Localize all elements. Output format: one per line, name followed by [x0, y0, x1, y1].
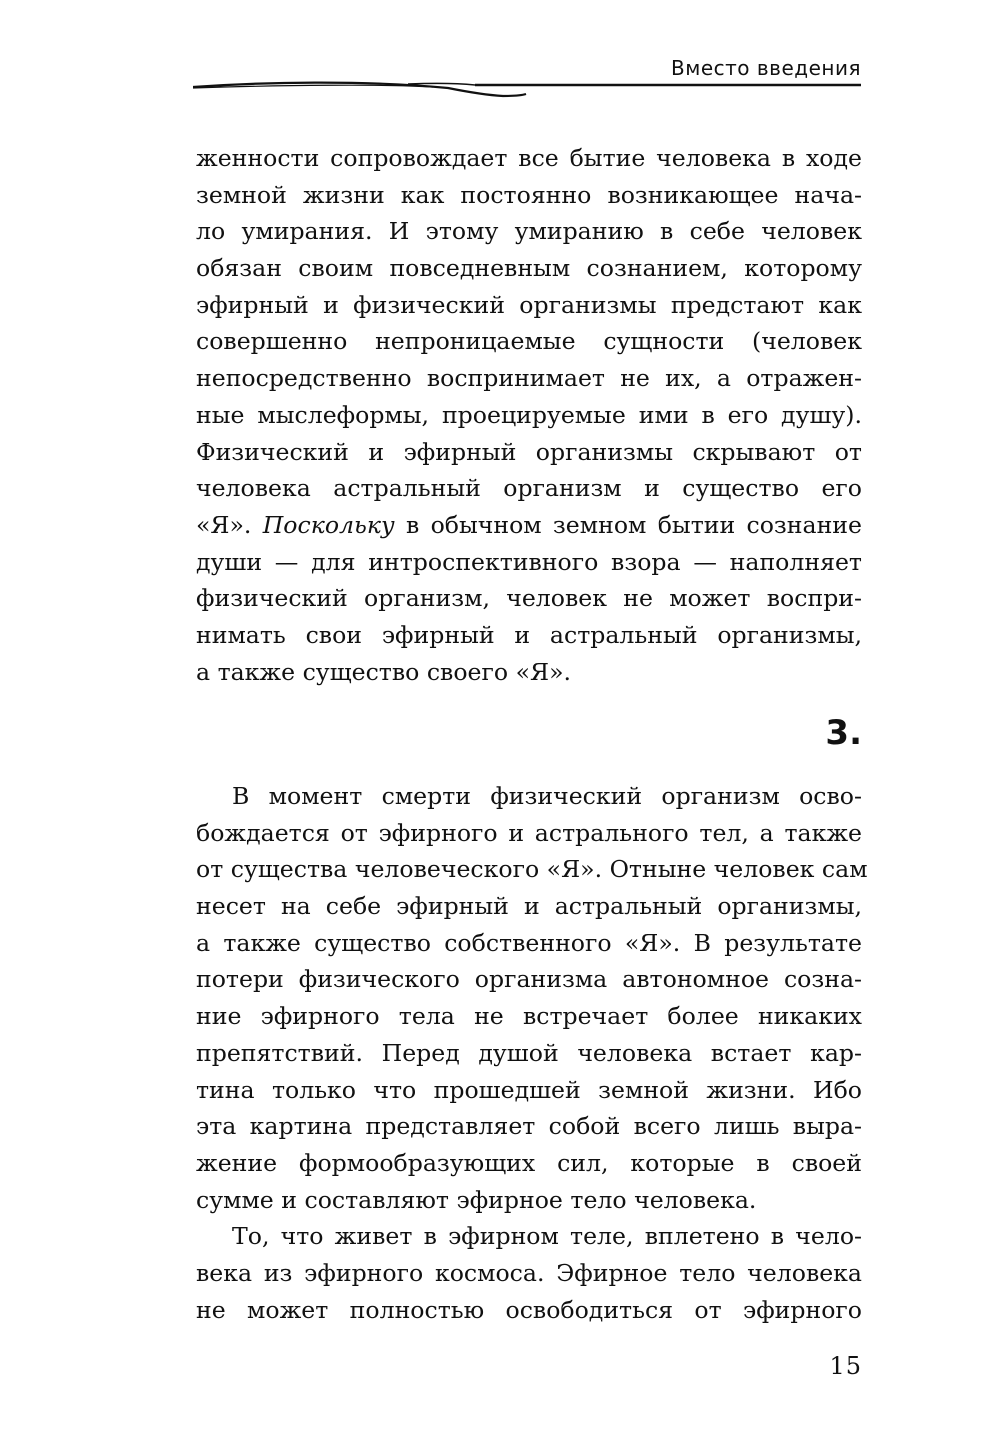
text-fragment: в обычном земном бытии сознание: [394, 510, 862, 539]
text-line: обязан своим повседневным сознанием, которому: [196, 254, 862, 283]
text-line: земной жизни как постоянно возникающее нача-: [196, 180, 862, 209]
text-line: жение формообразующих сил, которые в своей: [196, 1148, 862, 1177]
text-fragment: «Я».: [196, 510, 263, 539]
text-line: ние эфирного тела не встречает более никаких: [196, 1002, 862, 1031]
text-line: ло умирания. И этому умиранию в себе человек: [196, 217, 862, 246]
header-ornament-rule: [193, 70, 861, 106]
page-number: 15: [829, 1352, 862, 1380]
text-line: Физический и эфирный организмы скрывают от: [196, 437, 862, 466]
text-line: физический организм, человек не может воспри-: [196, 584, 862, 613]
text-line: несет на себе эфирный и астральный организмы,: [196, 892, 862, 921]
text-line: совершенно непроницаемые сущности (человек: [196, 327, 862, 356]
text-line: не может полностью освободиться от эфирного: [196, 1295, 862, 1324]
text-line: века из эфирного космоса. Эфирное тело человека: [196, 1258, 862, 1287]
text-line: а также существо своего «Я».: [196, 657, 572, 686]
main-text-bottom: [196, 778, 868, 1328]
text-line: души — для интроспективного взора — наполняет: [196, 547, 862, 576]
text-line: от существа человеческого «Я». Отныне человек сам: [196, 855, 868, 884]
text-line: непосредственно воспринимает не их, а отражен-: [196, 364, 862, 393]
text-line: ные мыслеформы, проецируемые ими в его душу).: [196, 400, 862, 429]
text-line: эфирный и физический организмы предстают как: [196, 290, 862, 319]
text-line: нимать свои эфирный и астральный организмы,: [196, 620, 862, 649]
text-line: сумме и составляют эфирное тело человека.: [196, 1185, 757, 1214]
text-line: В момент смерти физический организм осво-: [232, 782, 862, 810]
italic-word: Поскольку: [262, 510, 395, 539]
text-line: бождается от эфирного и астрального тел, а также: [196, 818, 862, 847]
text-line: женности сопровождает все бытие человека в ходе: [196, 144, 862, 172]
text-line: человека астральный организм и существо его: [196, 474, 862, 503]
text-line: потери физического организма автономное созна-: [196, 965, 862, 994]
running-head: [193, 56, 861, 106]
text-line: То, что живет в эфирном теле, вплетено в чело-: [232, 1222, 862, 1251]
section-number: 3.: [825, 713, 862, 753]
text-line-with-italic: [196, 507, 862, 544]
text-line: эта картина представляет собой всего лишь выра-: [196, 1112, 862, 1141]
text-line: тина только что прошедшей земной жизни. Ибо: [196, 1075, 862, 1104]
main-text-top: [196, 140, 862, 690]
running-head-title: Вместо введения: [671, 56, 861, 80]
text-line: препятствий. Перед душой человека встает кар-: [196, 1038, 862, 1067]
text-line: а также существо собственного «Я». В результате: [196, 928, 862, 957]
